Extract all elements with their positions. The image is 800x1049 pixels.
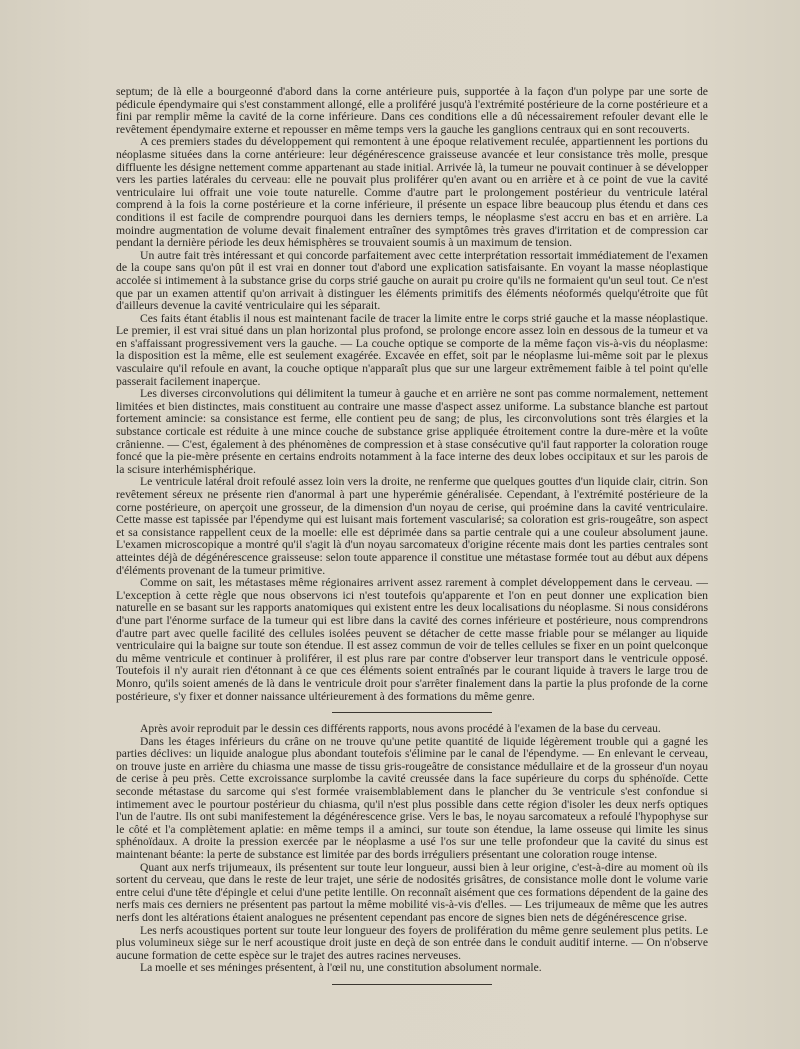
section-divider: [332, 712, 492, 713]
end-divider: [332, 984, 492, 985]
paragraph: Quant aux nerfs trijumeaux, ils présentent sur toute leur longueur, aussi bien à leur origine, c'est-à-dire au moment où ils sortent du cerveau, que dans le reste de leur trajet, une série de nodosités grisâtres, de consistance molle dont le volume varie entre celui d'une tête d'épingle et celui d'une petite lentille. On reconnaît aisément que ces formations dépendent de la gaine des nerfs mais ces derniers ne présentent pas partout la même mobilité vis-à-vis d'elles. — Les trijumeaux de même que les autres nerfs dont les altérations étaient analogues ne présentent cependant pas encore de signes bien nets de dégénérescence grise.: [116, 860, 708, 924]
body-text: [116, 86, 708, 995]
paragraph: La moelle et ses méninges présentent, à l'œil nu, une constitution absolument normale.: [140, 961, 542, 975]
section-2: [116, 723, 708, 975]
paragraph: Comme on sait, les métastases même régionaires arrivent assez rarement à complet développement dans le cerveau. — L'exception à cette règle que nous observons ici n'est toutefois qu'apparente et l'on en peut donner une explication bien naturelle en se basant sur les rapports anatomiques qui existent entre les deux localisations du néoplasme. Si nous considérons d'une part l'énorme surface de la tumeur qui est libre dans la cavité des cornes inférieure et postérieure, nous comprendrons d'autre part avec quelle facilité des cellules isolées peuvent se détacher de cette masse friable pour se mélanger au liquide ventriculaire qui la baigne sur toute son étendue. Il est assez commun de voir de telles cellules se fixer en un point quelconque du même ventricule et continuer à proliférer, il est plus rare par contre d'observer leur transport dans le ventricule opposé. Toutefois il n'y aurait rien d'étonnant à ce que ces éléments soient entraînés par le courant liquide à travers le large trou de Monro, qu'ils soient amenés de là dans le ventricule droit pour s'arrêter finalement dans la partie la plus profonde de la corne postérieure, s'y fixer et donner naissance ultérieurement à des formations du même genre.: [116, 576, 708, 703]
paragraph: Les diverses circonvolutions qui délimitent la tumeur à gauche et en arrière ne sont pas comme normalement, nettement limitées et bien distinctes, mais constituent au contraire une masse d'aspect assez uniforme. La substance blanche est partout fortement amincie: sa consistance est ferme, elle contient peu de sang; de plus, les circonvolutions sont très élargies et la substance corticale est réduite à une mince couche de substance grise appliquée étroitement contre la dure-mère et la voûte crânienne. — C'est, également à des phénomènes de compression et à stase consécutive qu'il faut rapporter la coloration rouge foncé que la pie-mère présente en certains endroits notamment à la face interne des deux lobes occipitaux et sur les parois de la scisure interhémisphérique.: [116, 387, 708, 476]
paragraph: Les nerfs acoustiques portent sur toute leur longueur des foyers de prolifération du même genre seulement plus petits. Le plus volumineux siège sur le nerf acoustique droit juste en deçà de son entrée dans le conduit auditif interne. — On n'observe aucune formation de cette espèce sur le trajet des autres racines nerveuses.: [116, 923, 708, 962]
paragraph: septum; de là elle a bourgeonné d'abord dans la corne antérieure puis, supportée à la façon d'un polype par une sorte de pédicule épendymaire qui s'est constamment allongé, elle a proliféré jusqu'à l'extrémité postérieure de la corne postérieure et a fini par remplir même la cavité de la corne inférieure. Dans ces conditions elle a dû nécessairement refouler devant elle le revêtement épendymaire externe et repousser en même temps vers la gauche les ganglions centraux qui en sont recouverts.: [116, 85, 708, 136]
paragraph: Un autre fait très intéressant et qui concorde parfaitement avec cette interprétation ressortait immédiatement de l'examen de la coupe sans qu'on pût il est vrai en donner tout d'abord une explication satisfaisante. En voyant la masse néoplastique accolée si intimement à la substance grise du corps strié gauche on aurait pu croire qu'ils ne formaient qu'un seul tout. Ce n'est que par un examen attentif qu'on arrivait à distinguer les éléments primitifs des éléments néoformés quelqu'étroite que fût d'ailleurs devenue la cavité ventriculaire qui les séparait.: [116, 248, 708, 313]
paragraph: Le ventricule latéral droit refoulé assez loin vers la droite, ne renferme que quelques gouttes d'un liquide clair, citrin. Son revêtement séreux ne présente rien d'anormal à part une hyperémie généralisée. Cependant, à l'extrémité postérieure de la corne postérieure, on aperçoit une grosseur, de la dimension d'un noyau de cerise, qui proémine dans la cavité ventriculaire. Cette masse est tapissée par l'épendyme qui est luisant mais fortement vascularisé; sa coloration est gris-rougeâtre, son aspect et sa consistance rappellent ceux de la moelle: elle est déprimée dans sa partie centrale qui a une couleur absolument jaune. L'examen microscopique a montré qu'il s'agit là d'un noyau sarcomateux d'origine récente mais dont les parties centrales sont atteintes déjà de dégénérescence graisseuse: selon toute apparence il constitue une métastase formée tout au début aux dépens d'éléments provenant de la tumeur primitive.: [116, 475, 708, 577]
paragraph: Ces faits étant établis il nous est maintenant facile de tracer la limite entre le corps strié gauche et la masse néoplastique. Le premier, il est vrai situé dans un plan horizontal plus profond, se prolonge encore assez loin en dessous de la tumeur et va en s'affaissant progressivement vers la gauche. — La couche optique se comporte de la même façon vis-à-vis du néoplasme: la disposition est la même, elle est seulement exagérée. Excavée en effet, soit par le néoplasme lui-même soit par le plexus vasculaire qu'il refoule en avant, la couche optique n'apparaît plus que sur une largeur extrêmement faible à tel point qu'elle passerait facilement inaperçue.: [116, 311, 708, 388]
paragraph: Après avoir reproduit par le dessin ces différents rapports, nous avons procédé à l'examen de la base du cerveau.: [140, 722, 661, 736]
paragraph: A ces premiers stades du développement qui remontent à une époque relativement reculée, appartiennent les portions du néoplasme situées dans la corne antérieure: leur dégénérescence graisseuse avancée et leur consistance très molle, presque diffluente les désigne nettement comme appartenant au stade initial. Arrivée là, la tumeur ne pouvait continuer à se développer vers les parties latérales du cerveau: elle ne pouvait plus proliférer qu'en avant ou en arrière et à ce point de vue la cavité ventriculaire lui offrait une voie toute naturelle. Comme d'autre part le prolongement postérieur du ventricule latéral comprend à la fois la corne postérieure et la corne inférieure, il présente un espace libre beaucoup plus étendu et dans ces conditions il est facile de comprendre pourquoi dans les derniers temps, le néoplasme s'est accru en bas et en arrière. La moindre augmentation de volume devait finalement entraîner des symptômes très graves d'irritation et de compression car pendant la dernière période les deux hémisphères se trouvaient soumis à un maximum de tension.: [116, 135, 708, 250]
paragraph: Dans les étages inférieurs du crâne on ne trouve qu'une petite quantité de liquide légèrement trouble qui a gagné les parties déclives: un liquide analogue plus abondant toutefois s'élimine par le canal de l'épendyme. — En enlevant le cerveau, on trouve juste en arrière du chiasma une masse de tissu gris-rougeâtre de consistance médullaire et de la grosseur d'un noyau de cerise à peu près. Cette excroissance surplombe la cavité creussée dans la face supérieure du corps du sphénoïde. Cette seconde métastase du sarcome qui s'est formée vraisemblablement dans le plancher du 3e ventricule s'est confondue si intimement avec le pourtour postérieur du chiasma, qu'il n'est plus possible dans cette région d'isoler les deux nerfs optiques l'un de l'autre. Ils ont subi manifestement la dégénérescence grise. Vers le bas, le noyau sarcomateux a refoulé l'hypophyse sur le côté et l'a complètement aplatie: en même temps il a aminci, sur toute son étendue, la lame osseuse qui limite les sinus sphénoïdaux. A droite la pression exercée par le néoplasme a usé l'os sur une telle profondeur que la cavité du sinus est maintenant béante: la perte de substance est limitée par des bords irréguliers présentant une coloration rouge intense.: [116, 734, 708, 862]
